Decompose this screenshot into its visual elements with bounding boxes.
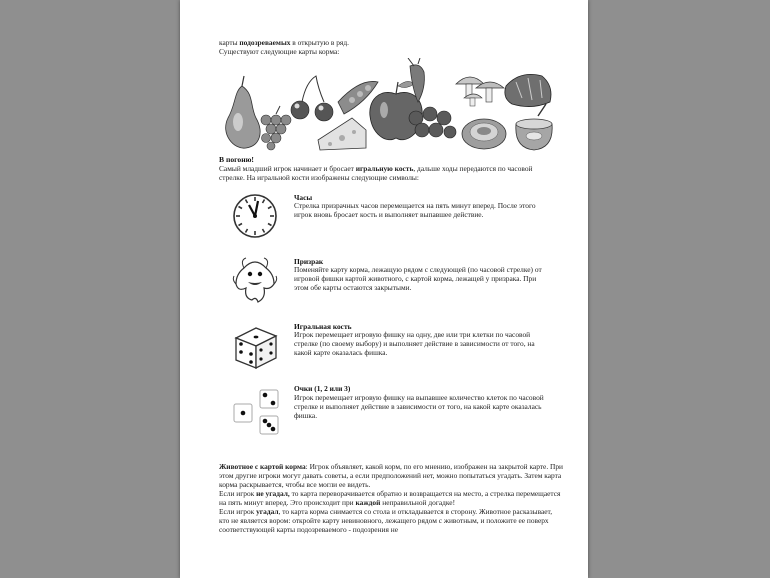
ghost-icon bbox=[230, 254, 280, 306]
symbol-title-pips: Очки (1, 2 или 3) bbox=[294, 384, 351, 393]
symbol-title-die: Игральная кость bbox=[294, 322, 352, 331]
chase-section-body: Самый младший игрок начинает и бросает игральную кость, дальше ходы передаются по часовой стрелке. На игральной кости изображены следующие символы: bbox=[219, 164, 533, 182]
dice-pips-icon bbox=[230, 386, 284, 442]
honey-pot-icon bbox=[516, 104, 552, 150]
bread-icon bbox=[505, 74, 551, 106]
symbol-desc-ghost: Поменяйте карту корма, лежащую рядом с следующей (по часовой стрелке) от игровой фишки картой животного, с картой корма, лежащей у призрака. При этом обе карты остаются закрытыми. bbox=[294, 265, 542, 292]
clock-icon bbox=[230, 191, 280, 241]
cheese-icon bbox=[318, 118, 366, 150]
chase-section-title: В погоню! bbox=[219, 155, 254, 164]
intro-line2: Существуют следующие карты корма: bbox=[219, 47, 340, 56]
symbol-desc-clock: Стрелка призрачных часов перемещается на пять минут вперед. После этого игрок вновь бросает кость и выполняет выпавшее действие. bbox=[294, 201, 536, 219]
nuts-icon bbox=[409, 107, 456, 138]
intro-line1-post: в открытую в ряд. bbox=[290, 38, 349, 47]
die-icon bbox=[230, 322, 282, 374]
cherries-icon bbox=[291, 76, 333, 121]
animal-section-title: Животное с картой корма bbox=[219, 462, 306, 471]
intro-line1-bold: подозреваемых bbox=[239, 38, 291, 47]
food-cards-illustration bbox=[220, 58, 556, 154]
symbol-desc-pips: Игрок перемещает игровую фишку на выпавшее количество клеток по часовой стрелке и выполняет действие в зависимости от того, на какой карте оказалась фишка. bbox=[294, 393, 544, 420]
intro-line1-pre: карты bbox=[219, 38, 240, 47]
document-page bbox=[180, 0, 588, 578]
symbol-title-ghost: Призрак bbox=[294, 257, 324, 266]
pear-icon bbox=[226, 76, 260, 148]
intro-text bbox=[219, 38, 564, 56]
salad-icon bbox=[462, 119, 506, 149]
grapes-icon bbox=[261, 106, 291, 150]
animal-section-text: Животное с картой корма: Игрок объявляет, какой корм, по его мнению, изображен на закрытой карте. При этом другие игроки могут давать советы, а если предположений нет, можно попытаться угадать. Затем карта корма раскрывается, чтобы все могли ее видеть. Если игрок не угадал, то карта переворачивается обратно и возвращается на место, а стрелка перемещается на пять минут вперед. Это происходит при каждой неправильной догадке! Если игрок угадал, то карта корма снимается со стола и откладывается в сторону. Животное расказывает, кто не является вором: откройте карту невиновного, лежащего рядом с животным, и положите ее поверх соответствующей карты подозреваемого - подозрения не bbox=[219, 462, 564, 534]
symbol-desc-die: Игрок перемещает игровую фишку на одну, две или три клетки по часовой стрелке (по своему выбору) и выполняет действие в зависимости от того, на какой карте оказалась фишка. bbox=[294, 330, 535, 357]
mushrooms-icon bbox=[456, 77, 504, 106]
symbol-title-clock: Часы bbox=[294, 193, 313, 202]
